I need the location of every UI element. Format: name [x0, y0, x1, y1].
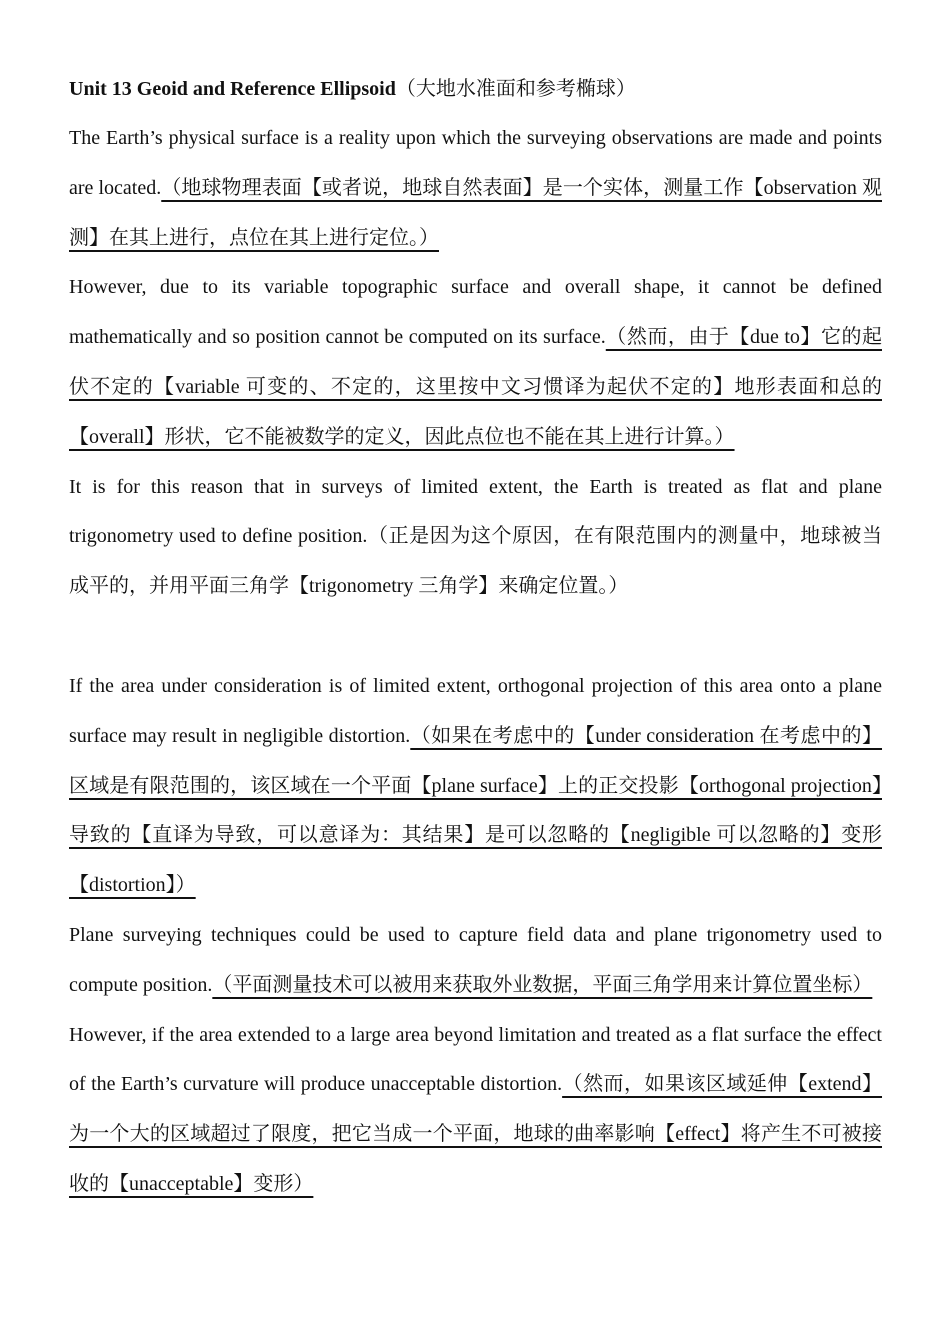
paragraph-chinese-translation: （如果在考虑中的【under consideration 在考虑中的】区域是有限范围的，该区域在一个平面【plane surface】上的正交投影【orthogonal projection】导致的【直译为导致，可以意译为：其结果】是可以忽略的【negligible 可以忽略的】变形【distortion】） — [69, 724, 883, 897]
paragraph-english: The Earth’s physical surface is a reality upon which the surveying observations are made and points are located. — [69, 127, 882, 199]
paragraph-plane-surveying — [69, 911, 882, 1011]
paragraph-english: Plane surveying techniques could be used to capture field data and plane trigonometry used to compute position. — [69, 923, 882, 996]
paragraph-chinese-translation: （正是因为这个原因，在有限范围内的测量中，地球被当成平的，并用平面三角学【trigonometry 三角学】来确定位置。） — [69, 525, 882, 598]
paragraph-orthogonal-projection — [69, 662, 882, 911]
paragraph-chinese-translation: （然而，由于【due to】它的起伏不定的【variable 可变的、不定的，这里按中文习惯译为起伏不定的】地形表面和总的【overall】形状，它不能被数学的定义，因此点位也不能在其上进行计算。） — [69, 326, 882, 448]
paragraph-english: It is for this reason that in surveys of limited extent, the Earth is treated as flat and plane trigonometry used to define position. — [69, 475, 882, 548]
paragraph-english: However, if the area extended to a large area beyond limitation and treated as a flat surface the effect of the Earth’s curvature will produce unacceptable distortion. — [69, 1023, 882, 1096]
paragraph-chinese-translation: （然而，如果该区域延伸【extend】为一个大的区域超过了限度，把它当成一个平面，地球的曲率影响【effect】将产生不可被接收的【unacceptable】变形） — [69, 1073, 883, 1195]
paragraph-chinese-translation: （地球物理表面【或者说，地球自然表面】是一个实体，测量工作【observation 观测】在其上进行，点位在其上进行定位。） — [69, 176, 882, 249]
paragraph-physical-surface — [69, 114, 882, 263]
paragraph-earth-curvature — [69, 1011, 882, 1210]
title-english: Unit 13 Geoid and Reference Ellipsoid — [69, 78, 396, 100]
paragraph-flat-earth — [69, 463, 882, 612]
document-title — [69, 64, 882, 114]
paragraph-chinese-translation: （平面测量技术可以被用来获取外业数据，平面三角学用来计算位置坐标） — [212, 973, 873, 996]
document-page — [69, 64, 882, 1210]
paragraph-variable-surface — [69, 263, 882, 462]
paragraph-english: If the area under consideration is of limited extent, orthogonal projection of this area onto a plane surface may result in negligible distortion. — [69, 674, 882, 747]
title-chinese: （大地水准面和参考椭球） — [395, 78, 636, 100]
paragraph-gap — [69, 612, 882, 662]
paragraph-english: However, due to its variable topographic surface and overall shape, it cannot be defined mathematically and so position cannot be computed on its surface. — [69, 276, 882, 349]
